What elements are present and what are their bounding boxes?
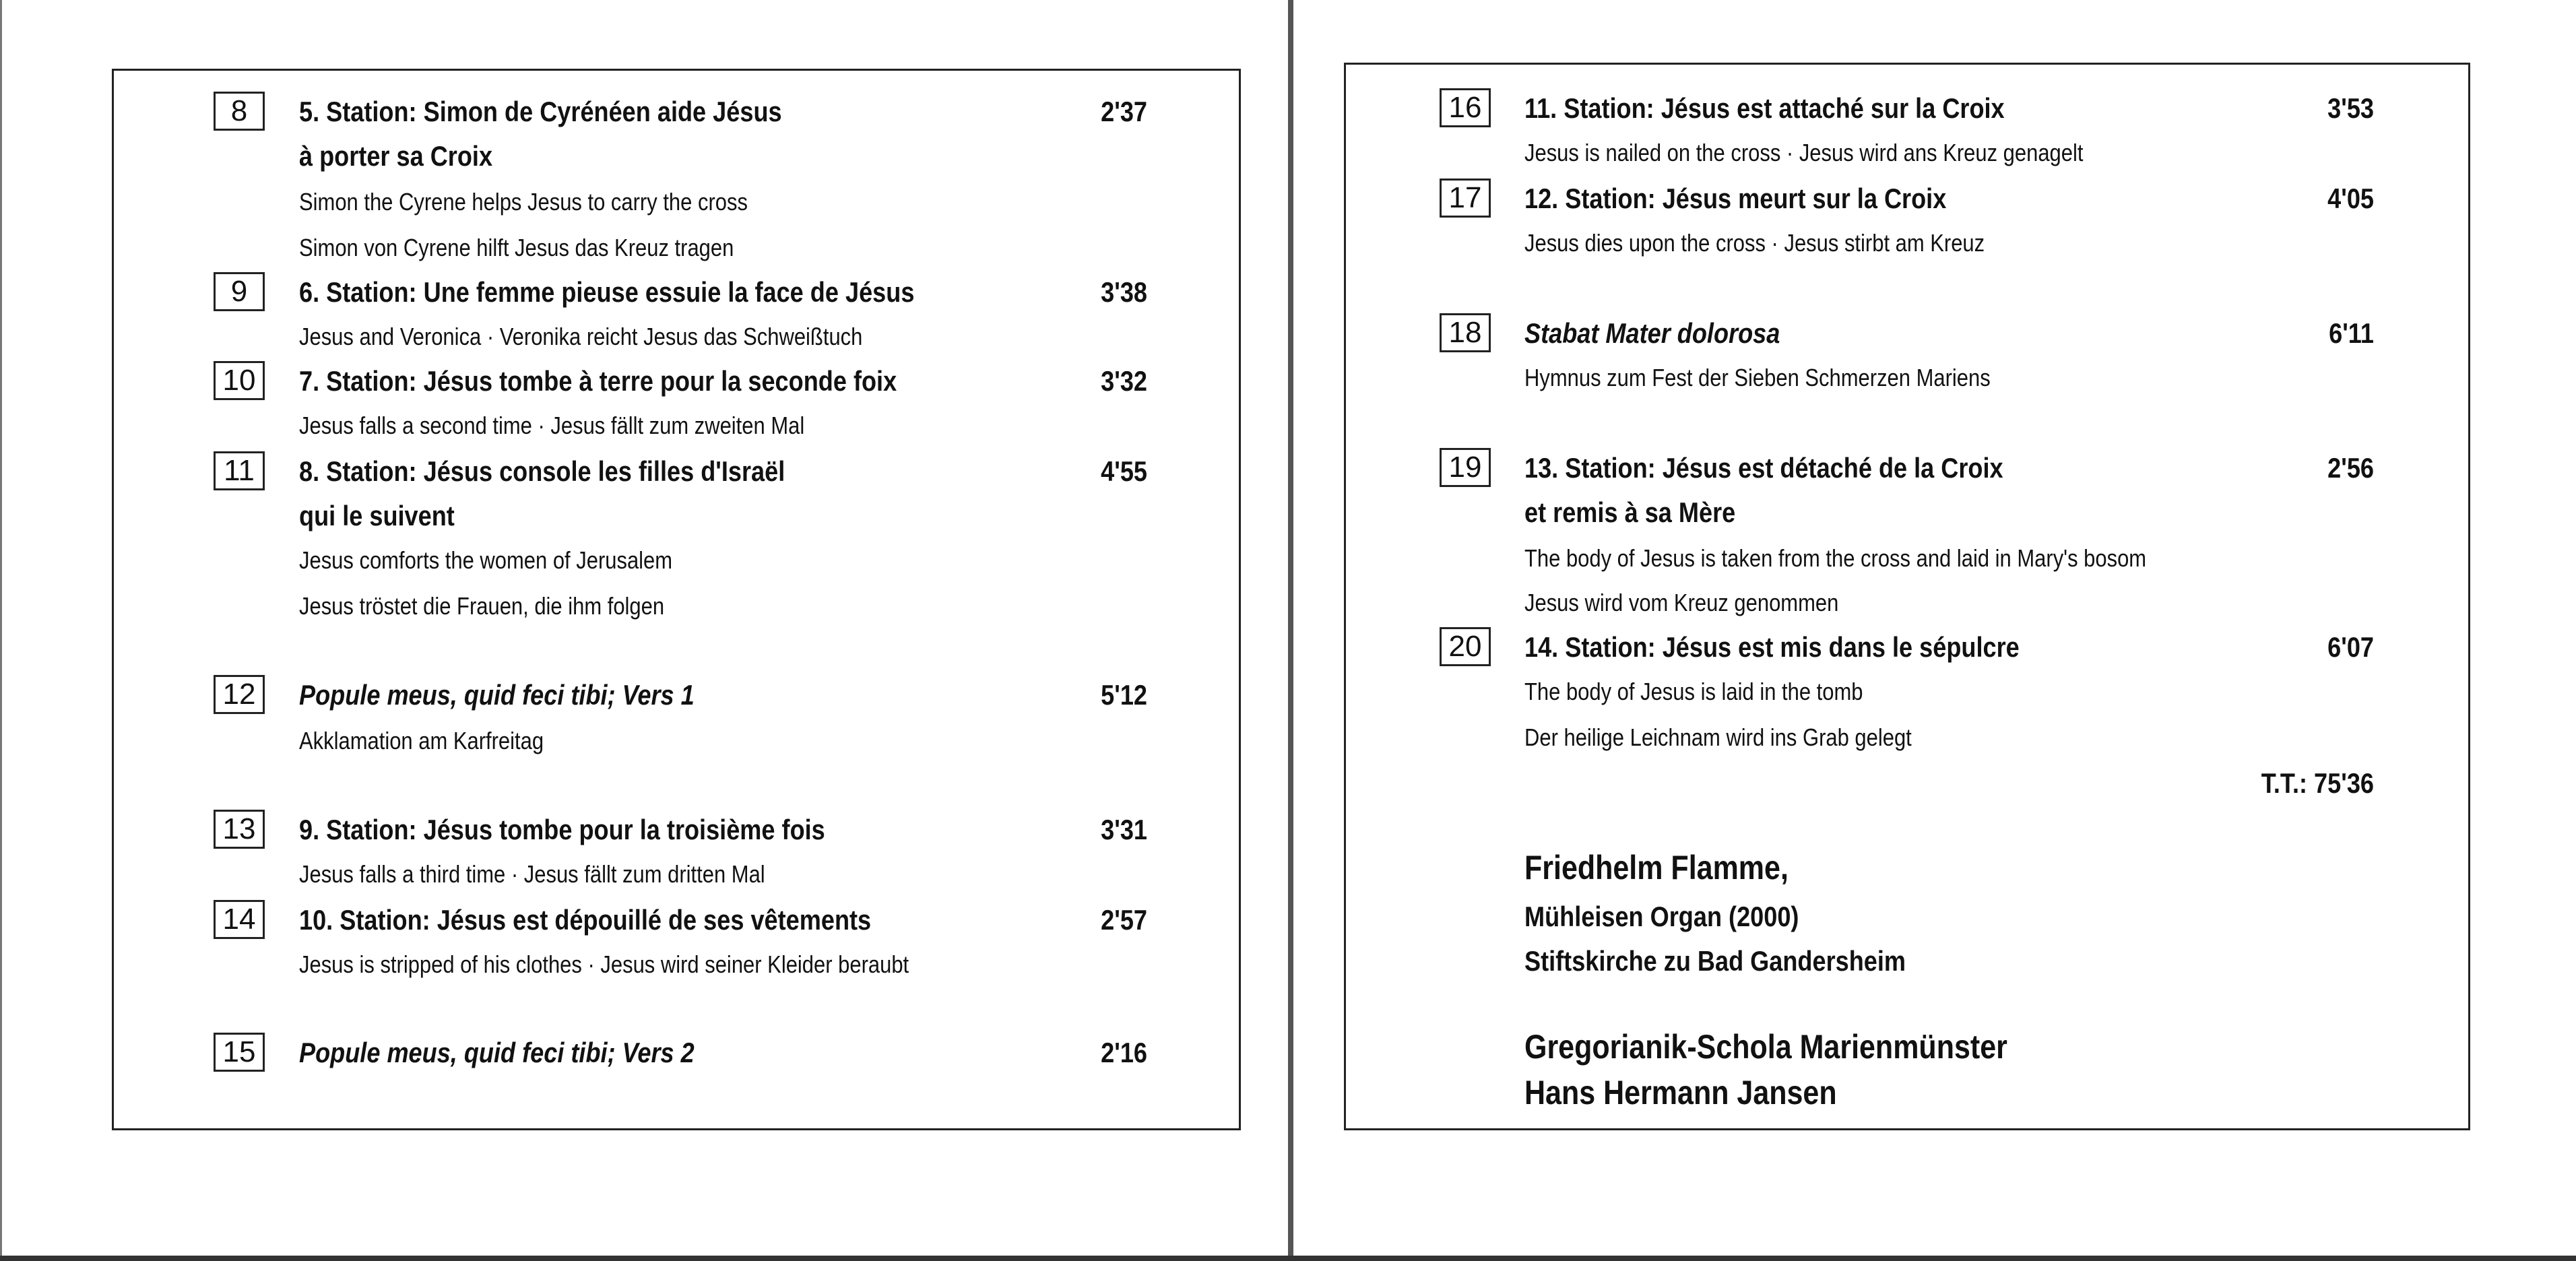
track-subtitle: Akklamation am Karfreitag (299, 727, 544, 754)
track-subtitle: Hymnus zum Fest der Sieben Schmerzen Mariens (1524, 364, 1991, 391)
track-subtitle: Jesus is stripped of his clothes · Jesus wird seiner Kleider beraubt (299, 950, 909, 978)
track-duration: 3'53 (2327, 92, 2374, 124)
track-subtitle: Jesus is nailed on the cross · Jesus wird ans Kreuz genagelt (1524, 139, 2084, 166)
track-number: 14 (214, 900, 265, 939)
track-number: 19 (1440, 448, 1491, 487)
track-duration: 2'37 (1101, 96, 1147, 127)
track-subtitle: The body of Jesus is laid in the tomb (1524, 678, 1863, 705)
page-left-edge (0, 0, 2, 1261)
track-number: 17 (1440, 179, 1491, 218)
track-duration: 6'07 (2327, 631, 2374, 663)
track-duration: 4'05 (2327, 183, 2374, 214)
track-number: 11 (214, 451, 265, 490)
track-number: 15 (214, 1033, 265, 1072)
credit-organist: Friedhelm Flamme, (1524, 849, 1789, 886)
track-number: 18 (1440, 313, 1491, 352)
track-title: 12. Station: Jésus meurt sur la Croix (1524, 183, 1947, 214)
track-subtitle: Simon von Cyrene hilft Jesus das Kreuz tragen (299, 234, 734, 261)
track-title: 14. Station: Jésus est mis dans le sépulcre (1524, 631, 2020, 663)
track-number: 8 (214, 92, 265, 131)
track-subtitle: Jesus and Veronica · Veronika reicht Jesus das Schweißtuch (299, 323, 863, 350)
track-title: 8. Station: Jésus console les filles d'Israël (299, 455, 785, 487)
track-duration: 3'32 (1101, 365, 1147, 397)
track-duration: 2'56 (2327, 452, 2374, 484)
track-title: Populе meus, quid feci tibi; Vers 1 (299, 679, 695, 711)
track-subtitle: Jesus comforts the women of Jerusalem (299, 546, 673, 574)
track-title: Stabat Mater dolorosa (1524, 317, 1780, 349)
credit-venue: Stiftskirche zu Bad Gandersheim (1524, 945, 1906, 977)
track-duration: 2'16 (1101, 1037, 1147, 1068)
track-subtitle: Jesus tröstet die Frauen, die ihm folgen (299, 592, 665, 620)
track-number: 10 (214, 361, 265, 400)
track-subtitle: Simon the Cyrene helps Jesus to carry the cross (299, 188, 748, 216)
track-title-cont: à porter sa Croix (299, 140, 493, 172)
track-title: 13. Station: Jésus est détaché de la Croix (1524, 452, 2003, 484)
track-title: Popule meus, quid feci tibi; Vers 2 (299, 1037, 695, 1068)
spine-line (1288, 0, 1293, 1261)
track-title: 7. Station: Jésus tombe à terre pour la seconde foix (299, 365, 897, 397)
track-title-cont: qui le suivent (299, 500, 455, 531)
track-number: 16 (1440, 88, 1491, 127)
track-duration: 6'11 (2329, 317, 2374, 349)
track-title: 5. Station: Simon de Cyrénéen aide Jésus (299, 96, 782, 127)
track-subtitle: Jesus dies upon the cross · Jesus stirbt am Kreuz (1524, 229, 1985, 257)
track-title: 11. Station: Jésus est attaché sur la Croix (1524, 92, 2005, 124)
track-duration: 5'12 (1101, 679, 1147, 711)
track-number: 20 (1440, 627, 1491, 666)
credit-organ: Mühleisen Organ (2000) (1524, 901, 1799, 932)
track-subtitle: Jesus wird vom Kreuz genommen (1524, 589, 1839, 616)
track-duration: 3'38 (1101, 276, 1147, 308)
page-bottom-edge (0, 1256, 2576, 1261)
track-duration: 4'55 (1101, 455, 1147, 487)
track-title-cont: et remis à sa Mère (1524, 496, 1736, 528)
track-subtitle: Der heilige Leichnam wird ins Grab gelegt (1524, 723, 1912, 751)
track-number: 12 (214, 675, 265, 714)
track-number: 13 (214, 810, 265, 849)
track-subtitle: The body of Jesus is taken from the cross and laid in Mary's bosom (1524, 544, 2147, 572)
credit-choir: Gregorianik-Schola Marienmünster (1524, 1028, 2007, 1066)
track-title: 6. Station: Une femme pieuse essuie la face de Jésus (299, 276, 915, 308)
track-duration: 2'57 (1101, 904, 1147, 936)
total-time: T.T.: 75'36 (2261, 767, 2374, 799)
track-duration: 3'31 (1101, 814, 1147, 845)
track-title: 10. Station: Jésus est dépouillé de ses vêtements (299, 904, 872, 936)
track-subtitle: Jesus falls a third time · Jesus fällt zum dritten Mal (299, 860, 765, 888)
track-number: 9 (214, 272, 265, 311)
credit-conductor: Hans Hermann Jansen (1524, 1074, 1837, 1111)
track-subtitle: Jesus falls a second time · Jesus fällt zum zweiten Mal (299, 412, 805, 439)
track-title: 9. Station: Jésus tombe pour la troisième fois (299, 814, 825, 845)
